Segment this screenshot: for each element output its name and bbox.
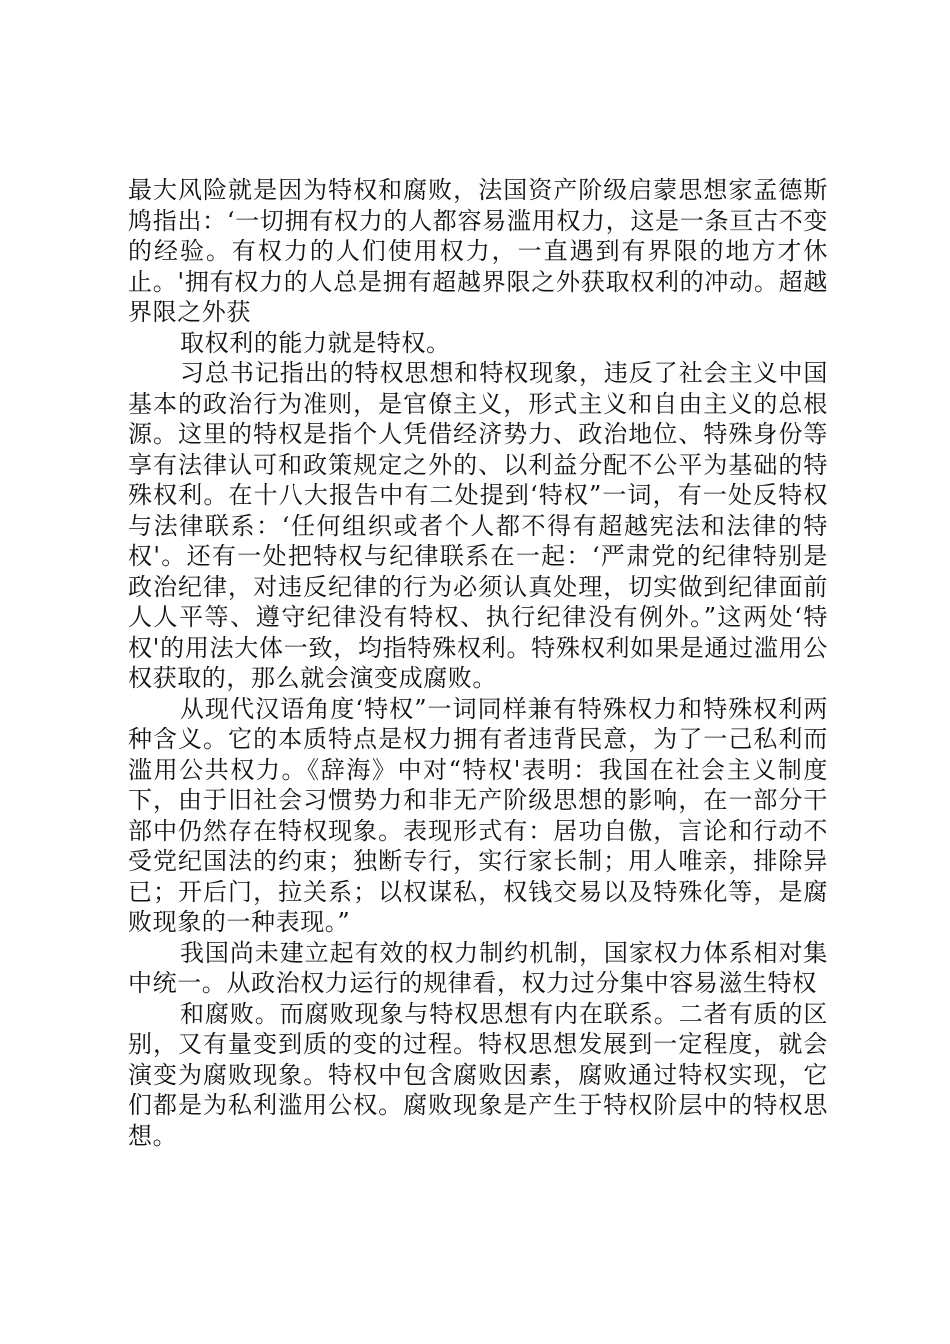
paragraph-1: 最大风险就是因为特权和腐败，法国资产阶级启蒙思想家孟德斯鸠指出：‘一切拥有权力的人都容易滥用权力，这是一条亘古不变的经验。有权力的人们使用权力，一直遇到有界限的地方才休止。'拥有权力的人总是拥有超越界限之外获取权利的冲动。超越界限之外获 (128, 176, 828, 326)
paragraph-2: 取权利的能力就是特权。 (180, 328, 451, 357)
paragraph-3: 习总书记指出的特权思想和特权现象，违反了社会主义中国基本的政治行为准则，是官僚主义，形式主义和自由主义的总根源。这里的特权是指个人凭借经济势力、政治地位、特殊身份等享有法律认可和政策规定之外的、以利益分配不公平为基础的特殊权利。在十八大报告中有二处提到‘特权”一词，有一处反特权与法律联系：‘任何组织或者个人都不得有超越宪法和法律的特权'。还有一处把特权与纪律联系在一起：‘严肃党的纪律特别是政治纪律，对违反纪律的行为必须认真处理，切实做到纪律面前人人平等、遵守纪律没有特权、执行纪律没有例外。”这两处‘特权'的用法大体一致，均指特殊权利。特殊权利如果是通过滥用公权获取的，那么就会演变成腐败。 (128, 359, 828, 692)
document-body (128, 175, 828, 1151)
paragraph-5: 我国尚未建立起有效的权力制约机制，国家权力体系相对集中统一。从政治权力运行的规律看，权力过分集中容易滋生特权 (128, 938, 828, 997)
paragraph-4: 从现代汉语角度‘特权”一词同样兼有特殊权力和特殊权利两种含义。它的本质特点是权力拥有者违背民意，为了一己私利而滥用公共权力。《辞海》中对“特权'表明：我国在社会主义制度下，由于旧社会习惯势力和非无产阶级思想的影响，在一部分干部中仍然存在特权现象。表现形式有：居功自傲，言论和行动不受党纪国法的约束；独断专行，实行家长制；用人唯亲，排除异已；开后门，拉关系；以权谋私，权钱交易以及特殊化等，是腐败现象的一种表现。” (128, 694, 828, 936)
paragraph-6: 和腐败。而腐败现象与特权思想有内在联系。二者有质的区别，又有量变到质的变的过程。特权思想发展到一定程度，就会演变为腐败现象。特权中包含腐败因素，腐败通过特权实现，它们都是为私利滥用公权。腐败现象是产生于特权阶层中的特权思想。 (128, 999, 828, 1150)
